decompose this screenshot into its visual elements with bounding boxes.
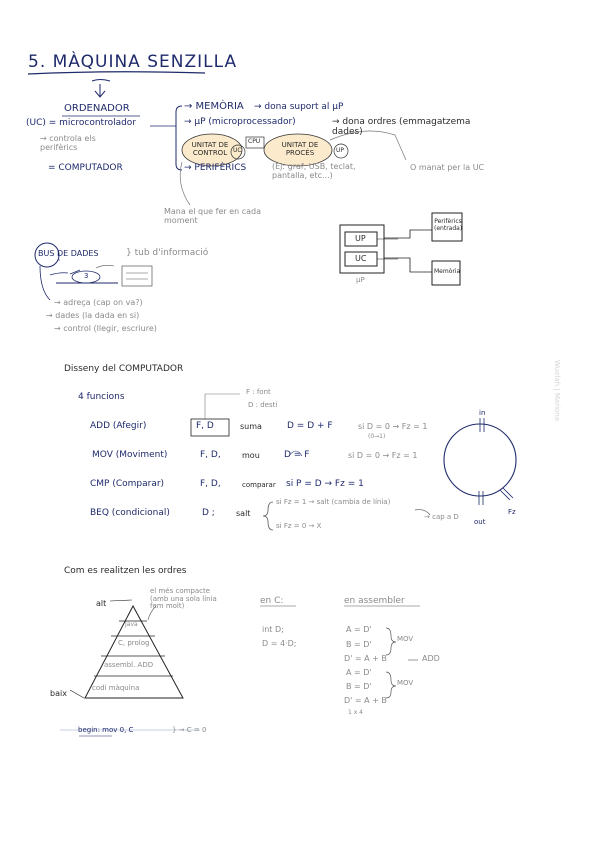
- beq-cond2: si Fz = 0 → X: [276, 522, 322, 530]
- ordenador-label: ORDENADOR: [64, 103, 130, 114]
- f-note: F : font: [246, 388, 271, 396]
- beq-instr: BEQ (condicional): [90, 508, 170, 518]
- uc-microcontrolador: (UC) = microcontrolador: [26, 118, 137, 128]
- d-note: D : destí: [248, 401, 278, 409]
- mana-note: Mana el que fer en cada moment: [164, 207, 262, 225]
- en-asm: en assembler: [344, 596, 405, 606]
- add-sub: (0→1): [368, 433, 386, 440]
- add-instr: ADD (Afegir): [90, 421, 147, 431]
- asm-2: B = D': [346, 640, 372, 649]
- bus-title: BUS DE DADES: [38, 249, 99, 258]
- section2-title: Disseny del COMPUTADOR: [64, 364, 184, 374]
- bus-adreca: → adreça (cap on va?): [54, 298, 143, 307]
- asm-4: A = D': [346, 668, 372, 677]
- watermark: Wuolah | Mariona: [553, 360, 561, 422]
- pyr-note: el més compacte (amb una sola línia fem molt): [150, 587, 217, 611]
- cmp-instr: CMP (Comparar): [90, 479, 165, 489]
- beq-cond1: si Fz = 1 → salt (cambia de línia): [276, 498, 391, 506]
- section3-title: Com es realitzen les ordres: [64, 566, 187, 576]
- asm-add: ADD: [422, 654, 440, 663]
- mov-verb: mou: [242, 451, 260, 460]
- asm-1: A = D': [346, 625, 372, 634]
- pyr-level-0: Java: [125, 621, 138, 628]
- periferics-label: → PERIFÈRICS: [184, 163, 247, 173]
- memoria-desc: → dona suport al µP: [254, 102, 344, 112]
- bus-num: 3: [84, 272, 89, 280]
- mov-cond: si D = 0 → Fz = 1: [348, 451, 418, 460]
- cmp-verb: comparar: [242, 481, 276, 489]
- mov-args: F, D,: [200, 450, 221, 460]
- asm-3: D' = A + B: [344, 654, 387, 663]
- up-label: → µP (microprocessador): [184, 117, 296, 127]
- add-eq: D = D + F: [287, 421, 333, 431]
- cmp-args: F, D,: [200, 479, 221, 489]
- add-cond: si D = 0 → Fz = 1: [358, 422, 428, 431]
- bus-control: → control (llegir, escriure): [54, 324, 157, 333]
- pyr-level-1: C, prolog: [118, 639, 150, 647]
- uc-circle-label: UC: [233, 147, 242, 154]
- beq-side: → cap a D: [424, 513, 459, 521]
- beq-args: D ;: [202, 508, 215, 518]
- page-title: 5. MÀQUINA SENZILLA: [28, 52, 238, 72]
- pyr-level-2: assembl. ADD: [104, 661, 154, 669]
- mov-instr: MOV (Moviment): [92, 450, 168, 460]
- begin-note: } → C = 0: [172, 726, 207, 734]
- block-memoria: Memòria: [434, 268, 461, 275]
- bus-dades: → dades (la dada en si): [46, 311, 140, 320]
- unitat-proces: UNITAT DE PROCÉS: [281, 141, 319, 157]
- add-args: F, D: [196, 421, 214, 431]
- block-up: UP: [355, 234, 366, 243]
- asm-mov-2: MOV: [397, 679, 414, 687]
- cpu-label: CPU: [248, 138, 261, 145]
- funcions-label: 4 funcions: [78, 392, 125, 402]
- block-up-label: µP: [356, 276, 365, 284]
- asm-mov-1: MOV: [397, 635, 414, 643]
- block-perifericos: Perifèrics (entrada): [434, 218, 463, 232]
- controla-periferics: → controla els perifèrics: [40, 134, 96, 152]
- mov-eq: D = F: [284, 450, 310, 460]
- computador-label: = COMPUTADOR: [48, 163, 123, 173]
- up-circle-label: UP: [336, 147, 345, 154]
- add-verb: suma: [240, 422, 262, 431]
- periferics-desc: (Ej: graf, USB, teclat, pantalla, etc...): [272, 162, 356, 180]
- pyr-level-3: codi màquina: [92, 684, 140, 692]
- beq-verb: salt: [236, 509, 251, 518]
- c-code-1: int D;: [262, 625, 284, 634]
- dona-ordres: → dona ordres (emmagatzema dades): [332, 117, 471, 137]
- block-uc: UC: [355, 254, 367, 263]
- circle-out: out: [474, 518, 486, 526]
- asm-6: D' = A + B: [344, 696, 387, 705]
- memoria-label: → MEMÒRIA: [184, 101, 244, 112]
- bus-tub: } tub d'informació: [126, 248, 209, 258]
- pyr-baix: baix: [50, 689, 67, 698]
- circle-fz: Fz: [508, 508, 516, 516]
- asm-5: B = D': [346, 682, 372, 691]
- manat-note: O manat per la UC: [410, 163, 485, 172]
- pyr-alt: alt: [96, 599, 107, 608]
- en-c: en C:: [260, 596, 284, 606]
- asm-x4: 1 x 4: [348, 709, 363, 716]
- cmp-eq: si P = D → Fz = 1: [286, 479, 364, 489]
- circle-in: in: [479, 409, 486, 417]
- unitat-control: UNITAT DE CONTROL: [191, 141, 229, 157]
- begin-line: begin: mov 0, C: [78, 726, 134, 734]
- c-code-2: D = 4·D;: [262, 639, 297, 648]
